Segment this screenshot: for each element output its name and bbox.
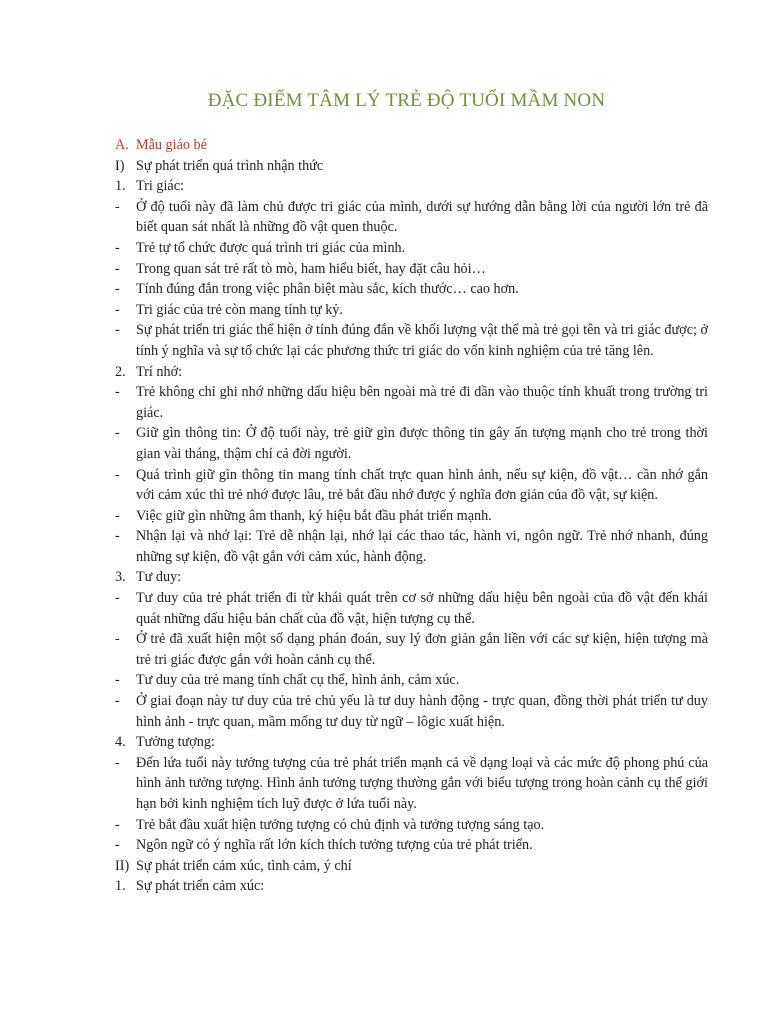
list-marker: 4. — [115, 734, 126, 751]
document-line — [115, 382, 708, 423]
document-line — [115, 362, 708, 383]
list-marker: - — [115, 425, 120, 442]
list-marker: - — [115, 631, 120, 648]
line-text: Sự phát triển quá trình nhận thức — [136, 157, 324, 174]
list-marker: - — [115, 816, 120, 833]
document-line — [115, 567, 708, 588]
document-line — [115, 588, 708, 629]
document-line — [115, 670, 708, 691]
document-line — [115, 753, 708, 815]
list-marker: 2. — [115, 363, 126, 380]
document-line — [115, 465, 708, 506]
list-marker: 1. — [115, 178, 126, 195]
document-line — [115, 197, 708, 238]
list-marker: - — [115, 672, 120, 689]
line-text: Tư duy của trẻ phát triển đi từ khái quát trên cơ sở những dấu hiệu bên ngoài của đồ vật đến khái quát những dấu hiệu bản chất của đồ vật, hiện tượng cụ thể. — [136, 590, 708, 627]
page-title: ĐẶC ĐIỂM TÂM LÝ TRẺ ĐỘ TUỔI MẦM NON — [207, 90, 606, 111]
list-marker: II) — [115, 857, 130, 874]
document-line — [115, 279, 708, 300]
list-marker: - — [115, 239, 120, 256]
document-line — [115, 815, 708, 836]
document-body — [115, 135, 708, 897]
line-text: Việc giữ gìn những âm thanh, ký hiệu bắt đầu phát triển mạnh. — [136, 507, 492, 524]
line-text: Trí nhớ: — [136, 363, 183, 380]
list-marker: I) — [115, 157, 125, 174]
line-text: Trẻ không chỉ ghi nhớ những dấu hiệu bên ngoài mà trẻ đi dần vào thuộc tính khuất trong trường tri giác. — [136, 384, 708, 421]
line-text: Quá trình giữ gìn thông tin mang tính chất trực quan hình ảnh, nếu sự kiện, đồ vật… cần nhớ gắn với cảm xúc thì trẻ nhớ được lâu, trẻ bắt đầu nhớ được ý nghĩa đơn giản của đồ vật, sự kiện. — [136, 466, 708, 504]
line-text: Ở giai đoạn này tư duy của trẻ chủ yếu là tư duy hành động - trực quan, đồng thời phát triển tư duy hình ảnh - trực quan, mầm mống tư duy từ ngữ – lôgic xuất hiện. — [136, 693, 708, 730]
document-line — [115, 835, 708, 856]
document-line — [115, 423, 708, 464]
list-marker: 1. — [115, 878, 126, 895]
list-marker: - — [115, 281, 120, 298]
list-marker: - — [115, 466, 120, 483]
line-text: Tư duy của trẻ mang tính chất cụ thể, hình ảnh, cảm xúc. — [136, 672, 460, 689]
document-line — [115, 526, 708, 567]
line-text: Nhận lại và nhớ lại: Trẻ dễ nhận lại, nhớ lại các thao tác, hành vi, ngôn ngữ. Trẻ nhớ nhanh, đúng những sự kiện, đồ vật gắn với cảm xúc, hành động. — [136, 528, 708, 565]
line-text: Ở độ tuổi này đã làm chủ được tri giác của mình, dưới sự hướng dẫn bằng lời của người lớn trẻ đã biết quan sát nhất là những đồ vật quen thuộc. — [136, 198, 708, 236]
document-line — [115, 320, 708, 361]
line-text: Tư duy: — [136, 569, 182, 586]
document-line — [115, 300, 708, 321]
line-text: Sự phát triển tri giác thể hiện ở tính đúng đắn về khối lượng vật thể mà trẻ gọi tên và tri giác được; ở tính ý nghĩa và sự tổ chức lại các phương thức tri giác do vốn kinh nghiệm của trẻ tăng lên. — [136, 322, 708, 359]
document-line — [115, 732, 708, 753]
line-text: Ngôn ngữ có ý nghĩa rất lớn kích thích tưởng tượng của trẻ phát triển. — [136, 837, 533, 854]
line-text: Ở trẻ đã xuất hiện một số dạng phán đoán, suy lý đơn giản gắn liền với các sự kiện, hiện tượng mà trẻ tri giác được gắn với hoàn cảnh cụ thể. — [136, 631, 708, 668]
list-marker: 3. — [115, 569, 126, 586]
line-text: Trong quan sát trẻ rất tò mò, ham hiểu biết, hay đặt câu hỏi… — [136, 260, 486, 277]
line-text: Tri giác: — [136, 178, 184, 195]
line-text: Trẻ tự tổ chức được quá trình tri giác của mình. — [136, 239, 406, 256]
list-marker: - — [115, 301, 120, 318]
document-line — [115, 629, 708, 670]
document-line — [115, 176, 708, 197]
document-line — [115, 506, 708, 527]
line-text: Mẫu giáo bé — [136, 137, 207, 153]
list-marker: - — [115, 754, 120, 771]
line-text: Sự phát triển cảm xúc: — [136, 878, 265, 895]
list-marker: - — [115, 322, 120, 339]
line-text: Tri giác của trẻ còn mang tính tự kỷ. — [136, 301, 343, 318]
line-text: Tính đúng đắn trong việc phân biệt màu sắc, kích thước… cao hơn. — [136, 281, 519, 298]
list-marker: - — [115, 507, 120, 524]
document-line — [115, 135, 708, 156]
list-marker: - — [115, 837, 120, 854]
list-marker: - — [115, 260, 120, 277]
document-line — [115, 876, 708, 897]
list-marker: - — [115, 693, 120, 710]
list-marker: - — [115, 590, 120, 607]
document-line — [115, 691, 708, 732]
list-marker: - — [115, 528, 120, 545]
line-text: Giữ gìn thông tin: Ở độ tuổi này, trẻ giữ gìn được thông tin gây ấn tượng mạnh cho trẻ trong thời gian vài tháng, thậm chí cả đời người. — [136, 425, 708, 462]
list-marker: A. — [115, 137, 129, 153]
document-line — [115, 156, 708, 177]
document-line — [115, 856, 708, 877]
document-line — [115, 238, 708, 259]
line-text: Sự phát triển cảm xúc, tình cảm, ý chí — [136, 857, 352, 874]
line-text: Đến lứa tuổi này tưởng tượng của trẻ phát triển mạnh cả về dạng loại và các mức độ phong phú của hình ảnh tưởng tượng. Hình ảnh tưởng tượng thường gắn với biểu tượng trong hoàn cảnh cụ thể giới hạn bởi kinh nghiệm tích luỹ được ở lứa tuổi này. — [136, 754, 708, 812]
line-text: Tưởng tượng: — [136, 734, 215, 751]
line-text: Trẻ bắt đầu xuất hiện tưởng tượng có chủ định và tưởng tượng sáng tạo. — [136, 816, 545, 833]
document-line — [115, 259, 708, 280]
list-marker: - — [115, 384, 120, 401]
list-marker: - — [115, 198, 120, 215]
